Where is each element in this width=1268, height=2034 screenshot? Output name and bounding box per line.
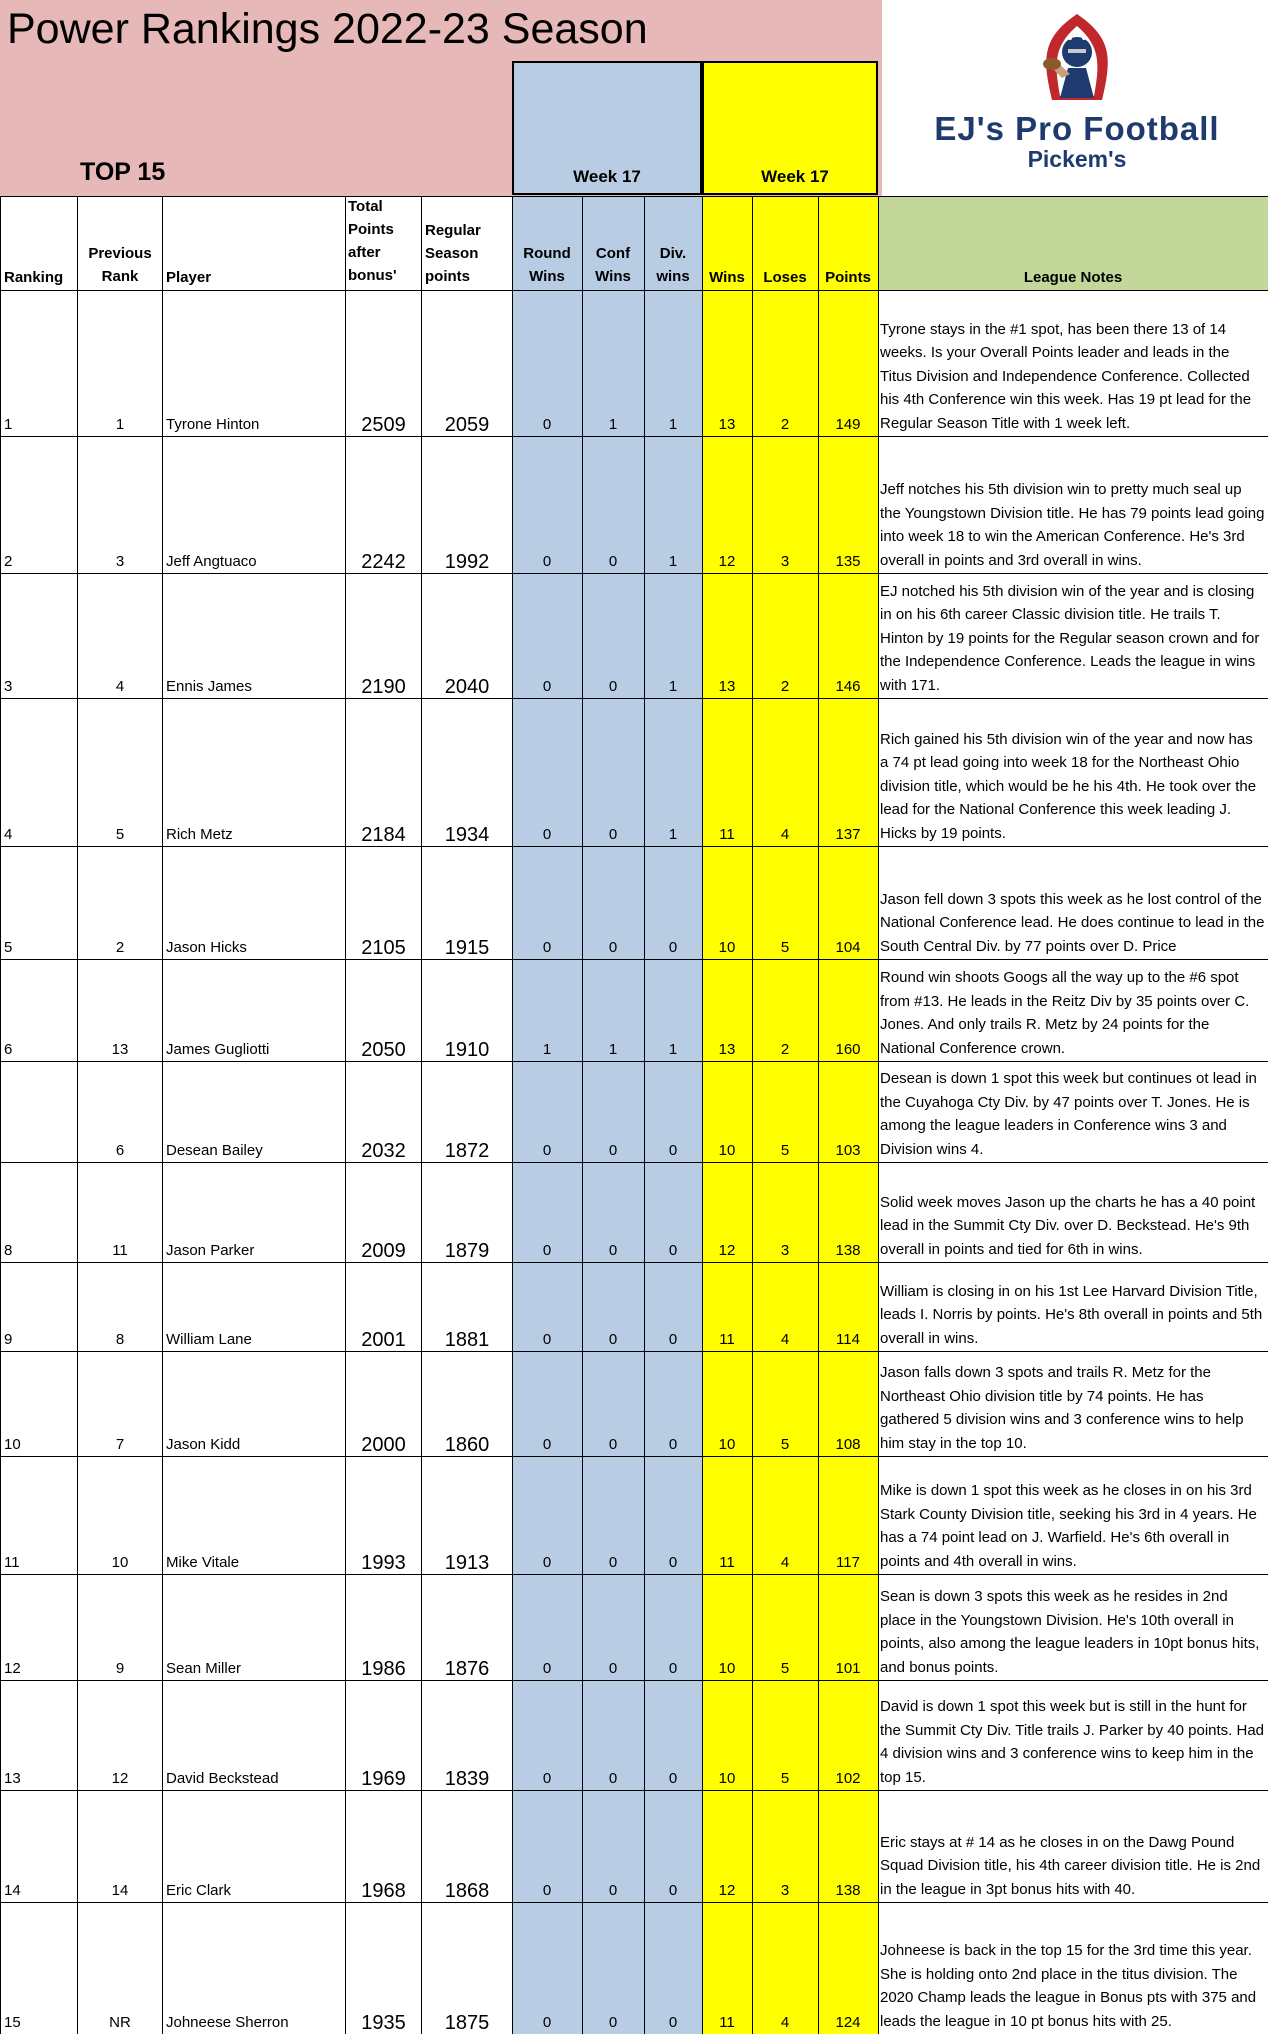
cell-points: 101: [835, 1660, 861, 1677]
table-row: [0, 1162, 1268, 1262]
cell-player: Tyrone Hinton: [166, 416, 260, 433]
cell-loses: 4: [780, 1331, 790, 1348]
cell-points: 146: [835, 678, 861, 695]
cell-player: William Lane: [166, 1331, 252, 1348]
cell-points: 135: [835, 553, 861, 570]
table-row: [0, 573, 1268, 698]
cell-ranking: 8: [4, 1242, 13, 1259]
cell-league-note: Desean is down 1 spot this week but continues ot lead in the Cuyahoga Cty Div. by 47 points over T. Jones. He is among the league leaders in Conference wins 3 and Division wins 4.: [880, 1070, 1257, 1158]
cell-conf-wins: 0: [608, 1554, 618, 1571]
cell-regular-season: 1872: [444, 1140, 490, 1162]
cell-conf-wins: 0: [608, 1142, 618, 1159]
cell-conf-wins: 0: [608, 1660, 618, 1677]
cell-points: 138: [835, 1242, 861, 1259]
cell-ranking: 3: [4, 678, 13, 695]
cell-regular-season: 1876: [444, 1658, 490, 1680]
cell-ranking: 5: [4, 939, 13, 956]
cell-wins: 10: [718, 1660, 736, 1677]
cell-points: 108: [835, 1436, 861, 1453]
cell-player: Rich Metz: [166, 826, 233, 843]
cell-regular-season: 1910: [444, 1039, 490, 1061]
cell-player: Jason Parker: [166, 1242, 255, 1259]
header-previous-rank-line1: Previous: [88, 245, 152, 262]
header-conf-line2: Wins: [595, 268, 631, 285]
table-row: [0, 290, 1268, 436]
cell-ranking: 4: [4, 826, 13, 843]
cell-league-note: Mike is down 1 spot this week as he closes in on his 3rd Stark County Division title, seeking his 3rd in 4 years. He has a 74 point lead on J. Warfield. He's 6th overall in points and 4th overall in wins.: [880, 1482, 1257, 1570]
cell-conf-wins: 1: [608, 416, 618, 433]
header-div-line1: Div.: [659, 245, 687, 262]
cell-div-wins: 1: [668, 678, 678, 695]
cell-loses: 4: [780, 1554, 790, 1571]
cell-previous-rank: 14: [111, 1882, 129, 1899]
logo-title: EJ's Pro Football: [934, 110, 1220, 147]
cell-regular-season: 1839: [444, 1768, 490, 1790]
cell-league-note: William is closing in on his 1st Lee Harvard Division Title, leads I. Norris by points. He's 8th overall in points and 5th overall in wins.: [880, 1282, 1263, 1347]
header-total-line4: bonus': [348, 267, 397, 284]
cell-ranking: 2: [4, 553, 13, 570]
cell-player: Jason Hicks: [166, 939, 247, 956]
week-label-yellow: Week 17: [761, 167, 829, 186]
cell-ranking: 13: [4, 1770, 21, 1787]
cell-div-wins: 0: [668, 1142, 678, 1159]
cell-total-points: 2509: [361, 414, 406, 436]
week-header-blue: [512, 61, 702, 195]
cell-div-wins: 0: [668, 1242, 678, 1259]
cell-wins: 13: [718, 678, 736, 695]
header-previous-rank: [78, 242, 162, 288]
cell-loses: 5: [780, 1142, 790, 1159]
cell-loses: 2: [780, 1041, 790, 1058]
cell-wins: 11: [719, 1554, 735, 1571]
logo-subtitle: Pickem's: [1027, 146, 1127, 172]
cell-points: 160: [835, 1041, 861, 1058]
cell-regular-season: 2040: [444, 676, 490, 698]
cell-points: 117: [836, 1554, 860, 1571]
cell-total-points: 2032: [361, 1140, 406, 1162]
cell-previous-rank: 4: [115, 678, 125, 695]
cell-div-wins: 0: [668, 2014, 678, 2031]
cell-loses: 2: [780, 416, 790, 433]
cell-loses: 5: [780, 1436, 790, 1453]
cell-player: Jeff Angtuaco: [166, 553, 257, 570]
cell-total-points: 2242: [361, 551, 406, 573]
cell-total-points: 1935: [361, 2012, 406, 2034]
cell-conf-wins: 0: [608, 826, 618, 843]
cell-total-points: 2190: [361, 676, 406, 698]
cell-conf-wins: 0: [608, 1882, 618, 1899]
cell-points: 138: [835, 1882, 861, 1899]
cell-conf-wins: 0: [608, 1436, 618, 1453]
header-conf-wins: [582, 242, 644, 288]
cell-league-note: Jeff notches his 5th division win to pretty much seal up the Youngstown Division title. He has 79 points lead going into week 18 to win the American Conference. He's 3rd overall in points and 3rd overall in wins.: [880, 481, 1265, 569]
cell-regular-season: 1875: [444, 2012, 490, 2034]
cell-round-wins: 0: [542, 1142, 552, 1159]
cell-total-points: 2001: [361, 1329, 406, 1351]
cell-ranking: 6: [4, 1041, 13, 1058]
cell-round-wins: 0: [542, 553, 552, 570]
header-total-line3: after: [348, 244, 381, 261]
cell-player: Desean Bailey: [166, 1142, 263, 1159]
cell-conf-wins: 0: [608, 1770, 618, 1787]
cell-regular-season: 2059: [444, 414, 490, 436]
cell-points: 137: [835, 826, 861, 843]
cell-loses: 4: [780, 2014, 790, 2031]
cell-previous-rank: 12: [111, 1770, 129, 1787]
header-ranking: Ranking: [4, 269, 64, 286]
cell-wins: 10: [718, 939, 736, 956]
cell-previous-rank: 7: [115, 1436, 125, 1453]
header-points: Points: [825, 269, 871, 286]
header-loses: Loses: [763, 269, 807, 286]
cell-ranking: 9: [4, 1331, 13, 1348]
cell-total-points: 2105: [361, 937, 406, 959]
cell-round-wins: 1: [542, 1041, 552, 1058]
header-regular-season: [425, 219, 481, 288]
cell-div-wins: 0: [668, 1554, 678, 1571]
cell-loses: 5: [780, 1660, 790, 1677]
cell-total-points: 1968: [361, 1880, 406, 1902]
cell-div-wins: 1: [668, 826, 678, 843]
cell-league-note: EJ notched his 5th division win of the year and is closing in on his 6th career Classic division title. He trails T. Hinton by 19 points for the Regular season crown and for the Independence Conference. Leads the league in wins with 171.: [880, 582, 1260, 694]
cell-ranking: 12: [4, 1660, 21, 1677]
cell-regular-season: 1913: [444, 1552, 490, 1574]
table-row: [0, 846, 1268, 959]
cell-ranking: 15: [4, 2014, 21, 2031]
cell-points: 114: [836, 1331, 860, 1348]
header-player: Player: [166, 269, 212, 286]
cell-points: 124: [835, 2014, 861, 2031]
cell-points: 104: [835, 939, 861, 956]
cell-wins: 12: [718, 1882, 736, 1899]
header-league-notes: League Notes: [1023, 269, 1123, 286]
cell-points: 103: [835, 1142, 861, 1159]
page-title: Power Rankings 2022-23 Season: [7, 5, 648, 53]
cell-conf-wins: 0: [608, 1331, 618, 1348]
cell-round-wins: 0: [542, 2014, 552, 2031]
cell-round-wins: 0: [542, 416, 552, 433]
cell-div-wins: 0: [668, 1882, 678, 1899]
cell-wins: 11: [719, 826, 735, 843]
cell-regular-season: 1860: [444, 1434, 490, 1456]
cell-div-wins: 0: [668, 1436, 678, 1453]
cell-previous-rank: 13: [111, 1041, 129, 1058]
table-row: [0, 1790, 1268, 1902]
cell-div-wins: 0: [668, 939, 678, 956]
cell-player: Eric Clark: [166, 1882, 232, 1899]
header-regular-line3: points: [425, 268, 470, 285]
header-wins: Wins: [709, 269, 745, 286]
cell-league-note: Sean is down 3 spots this week as he resides in 2nd place in the Youngstown Division. He's 10th overall in points, also among the league leaders in 10pt bonus hits, and bonus points.: [880, 1588, 1260, 1676]
cell-wins: 11: [719, 1331, 735, 1348]
table-row: [0, 1061, 1268, 1162]
cell-ranking: 10: [4, 1436, 21, 1453]
cell-league-note: Jason fell down 3 spots this week as he lost control of the National Conference lead. He does continue to lead in the South Central Div. by 77 points over D. Price: [880, 890, 1265, 955]
cell-total-points: 1986: [361, 1658, 406, 1680]
cell-loses: 5: [780, 939, 790, 956]
cell-previous-rank: 10: [111, 1554, 129, 1571]
table-row: [0, 959, 1268, 1061]
cell-league-note: Rich gained his 5th division win of the year and now has a 74 pt lead going into week 18 for the Northeast Ohio division title, which would be he his 4th. He took over the lead for the National Conference this week leading J. Hicks by 19 points.: [880, 730, 1257, 842]
cell-previous-rank: 9: [115, 1660, 125, 1677]
cell-loses: 5: [780, 1770, 790, 1787]
cell-player: Jason Kidd: [166, 1436, 241, 1453]
header-total-line1: Total: [348, 198, 383, 215]
cell-total-points: 2050: [361, 1039, 406, 1061]
cell-wins: 11: [719, 2014, 735, 2031]
cell-wins: 13: [718, 416, 736, 433]
header-conf-line1: Conf: [595, 245, 631, 262]
header-round-wins: [512, 242, 582, 288]
cell-regular-season: 1934: [444, 824, 490, 846]
header-div-line2: wins: [656, 268, 690, 285]
cell-round-wins: 0: [542, 1436, 552, 1453]
table-row: [0, 1456, 1268, 1574]
table-row: [0, 698, 1268, 846]
cell-round-wins: 0: [542, 1242, 552, 1259]
cell-conf-wins: 0: [608, 553, 618, 570]
cell-league-note: Round win shoots Googs all the way up to the #6 spot from #13. He leads in the Reitz Div by 35 points over C. Jones. And only trails R. Metz by 24 points for the National Conference crown.: [880, 969, 1250, 1057]
cell-league-note: Solid week moves Jason up the charts he has a 40 point lead in the Summit Cty Div. over D. Beckstead. He's 9th overall in points and tied for 6th in wins.: [880, 1193, 1256, 1258]
cell-regular-season: 1881: [444, 1329, 490, 1351]
cell-regular-season: 1879: [444, 1240, 490, 1262]
cell-league-note: David is down 1 spot this week but is still in the hunt for the Summit Cty Div. Title trails J. Parker by 40 points. Had 4 division wins and 3 conference wins to keep him in the top 15.: [880, 1698, 1265, 1786]
cell-conf-wins: 0: [608, 939, 618, 956]
cell-player: David Beckstead: [166, 1770, 279, 1787]
cell-loses: 4: [780, 826, 790, 843]
cell-wins: 12: [718, 553, 736, 570]
cell-loses: 2: [780, 678, 790, 695]
cell-league-note: Eric stays at # 14 as he closes in on the Dawg Pound Squad Division title, his 4th career division title. He is 2nd in the league in 3pt bonus hits with 40.: [880, 1833, 1261, 1898]
cell-conf-wins: 0: [608, 2014, 618, 2031]
header-total-points: [348, 195, 397, 287]
cell-player: Johneese Sherron: [166, 2014, 289, 2031]
cell-total-points: 2184: [361, 824, 406, 846]
cell-round-wins: 0: [542, 939, 552, 956]
header-regular-line2: Season: [425, 245, 479, 262]
cell-regular-season: 1915: [444, 937, 490, 959]
cell-previous-rank: NR: [109, 2014, 131, 2031]
cell-previous-rank: 5: [115, 826, 125, 843]
grid-line: [0, 196, 1268, 197]
cell-total-points: 2009: [361, 1240, 406, 1262]
table-row: [0, 1262, 1268, 1351]
league-logo: [892, 8, 1262, 188]
header-round-line2: Wins: [529, 268, 565, 285]
top15-label: TOP 15: [80, 158, 166, 186]
header-previous-rank-line2: Rank: [101, 268, 139, 285]
header-div-wins: [644, 242, 702, 288]
cell-player: Ennis James: [166, 678, 252, 695]
cell-league-note: Jason falls down 3 spots and trails R. Metz for the Northeast Ohio division title by 74 points. He has gathered 5 division wins and 3 conference wins to help him stay in the top 10.: [880, 1364, 1244, 1452]
cell-total-points: 1993: [361, 1552, 406, 1574]
week-header-yellow: [702, 61, 878, 195]
cell-div-wins: 1: [668, 416, 678, 433]
header-round-line1: Round: [523, 245, 571, 262]
cell-conf-wins: 0: [608, 1242, 618, 1259]
cell-wins: 10: [718, 1770, 736, 1787]
table-row: [0, 1351, 1268, 1456]
cell-player: James Gugliotti: [166, 1041, 270, 1058]
cell-total-points: 1969: [361, 1768, 406, 1790]
table-row: [0, 1680, 1268, 1790]
cell-round-wins: 0: [542, 1554, 552, 1571]
week-label-blue: Week 17: [573, 167, 641, 186]
cell-round-wins: 0: [542, 678, 552, 695]
cell-div-wins: 1: [668, 1041, 678, 1058]
cell-ranking: 14: [4, 1882, 21, 1899]
cell-previous-rank: 2: [115, 939, 125, 956]
table-row: [0, 1902, 1268, 2034]
cell-loses: 3: [780, 553, 790, 570]
cell-previous-rank: 8: [115, 1331, 125, 1348]
cell-previous-rank: 11: [112, 1242, 128, 1259]
cell-wins: 13: [718, 1041, 736, 1058]
cell-player: Sean Miller: [166, 1660, 242, 1677]
cell-previous-rank: 3: [115, 553, 125, 570]
cell-regular-season: 1868: [444, 1880, 490, 1902]
header-regular-line1: Regular: [425, 222, 481, 239]
cell-player: Mike Vitale: [166, 1554, 240, 1571]
cell-div-wins: 1: [668, 553, 678, 570]
cell-previous-rank: 6: [115, 1142, 125, 1159]
cell-ranking: 1: [4, 416, 13, 433]
cell-round-wins: 0: [542, 826, 552, 843]
cell-points: 149: [835, 416, 861, 433]
cell-previous-rank: 1: [115, 416, 125, 433]
cell-regular-season: 1992: [444, 551, 490, 573]
cell-wins: 10: [718, 1436, 736, 1453]
cell-div-wins: 0: [668, 1660, 678, 1677]
cell-loses: 3: [780, 1242, 790, 1259]
cell-loses: 3: [780, 1882, 790, 1899]
header-total-line2: Points: [348, 221, 394, 238]
cell-round-wins: 0: [542, 1660, 552, 1677]
cell-div-wins: 0: [668, 1770, 678, 1787]
cell-conf-wins: 1: [608, 1041, 618, 1058]
football-player-logo-icon: [892, 8, 1262, 108]
cell-league-note: Johneese is back in the top 15 for the 3rd time this year. She is holding onto 2nd place in the titus division. The 2020 Champ leads the league in Bonus pts with 375 and leads the league in 10 pt bonus hits with 25.: [880, 1942, 1257, 2030]
table-row: [0, 436, 1268, 573]
cell-wins: 12: [718, 1242, 736, 1259]
cell-total-points: 2000: [361, 1434, 406, 1456]
cell-round-wins: 0: [542, 1882, 552, 1899]
cell-ranking: 11: [4, 1554, 20, 1571]
cell-wins: 10: [718, 1142, 736, 1159]
cell-league-note: Tyrone stays in the #1 spot, has been there 13 of 14 weeks. Is your Overall Points leader and leads in the Titus Division and Independence Conference. Collected his 4th Conference win this week. Has 19 pt lead for the Regular Season Title with 1 week left.: [880, 320, 1252, 432]
cell-div-wins: 0: [668, 1331, 678, 1348]
cell-conf-wins: 0: [608, 678, 618, 695]
cell-round-wins: 0: [542, 1331, 552, 1348]
cell-points: 102: [835, 1770, 861, 1787]
cell-round-wins: 0: [542, 1770, 552, 1787]
table-row: [0, 1574, 1268, 1680]
